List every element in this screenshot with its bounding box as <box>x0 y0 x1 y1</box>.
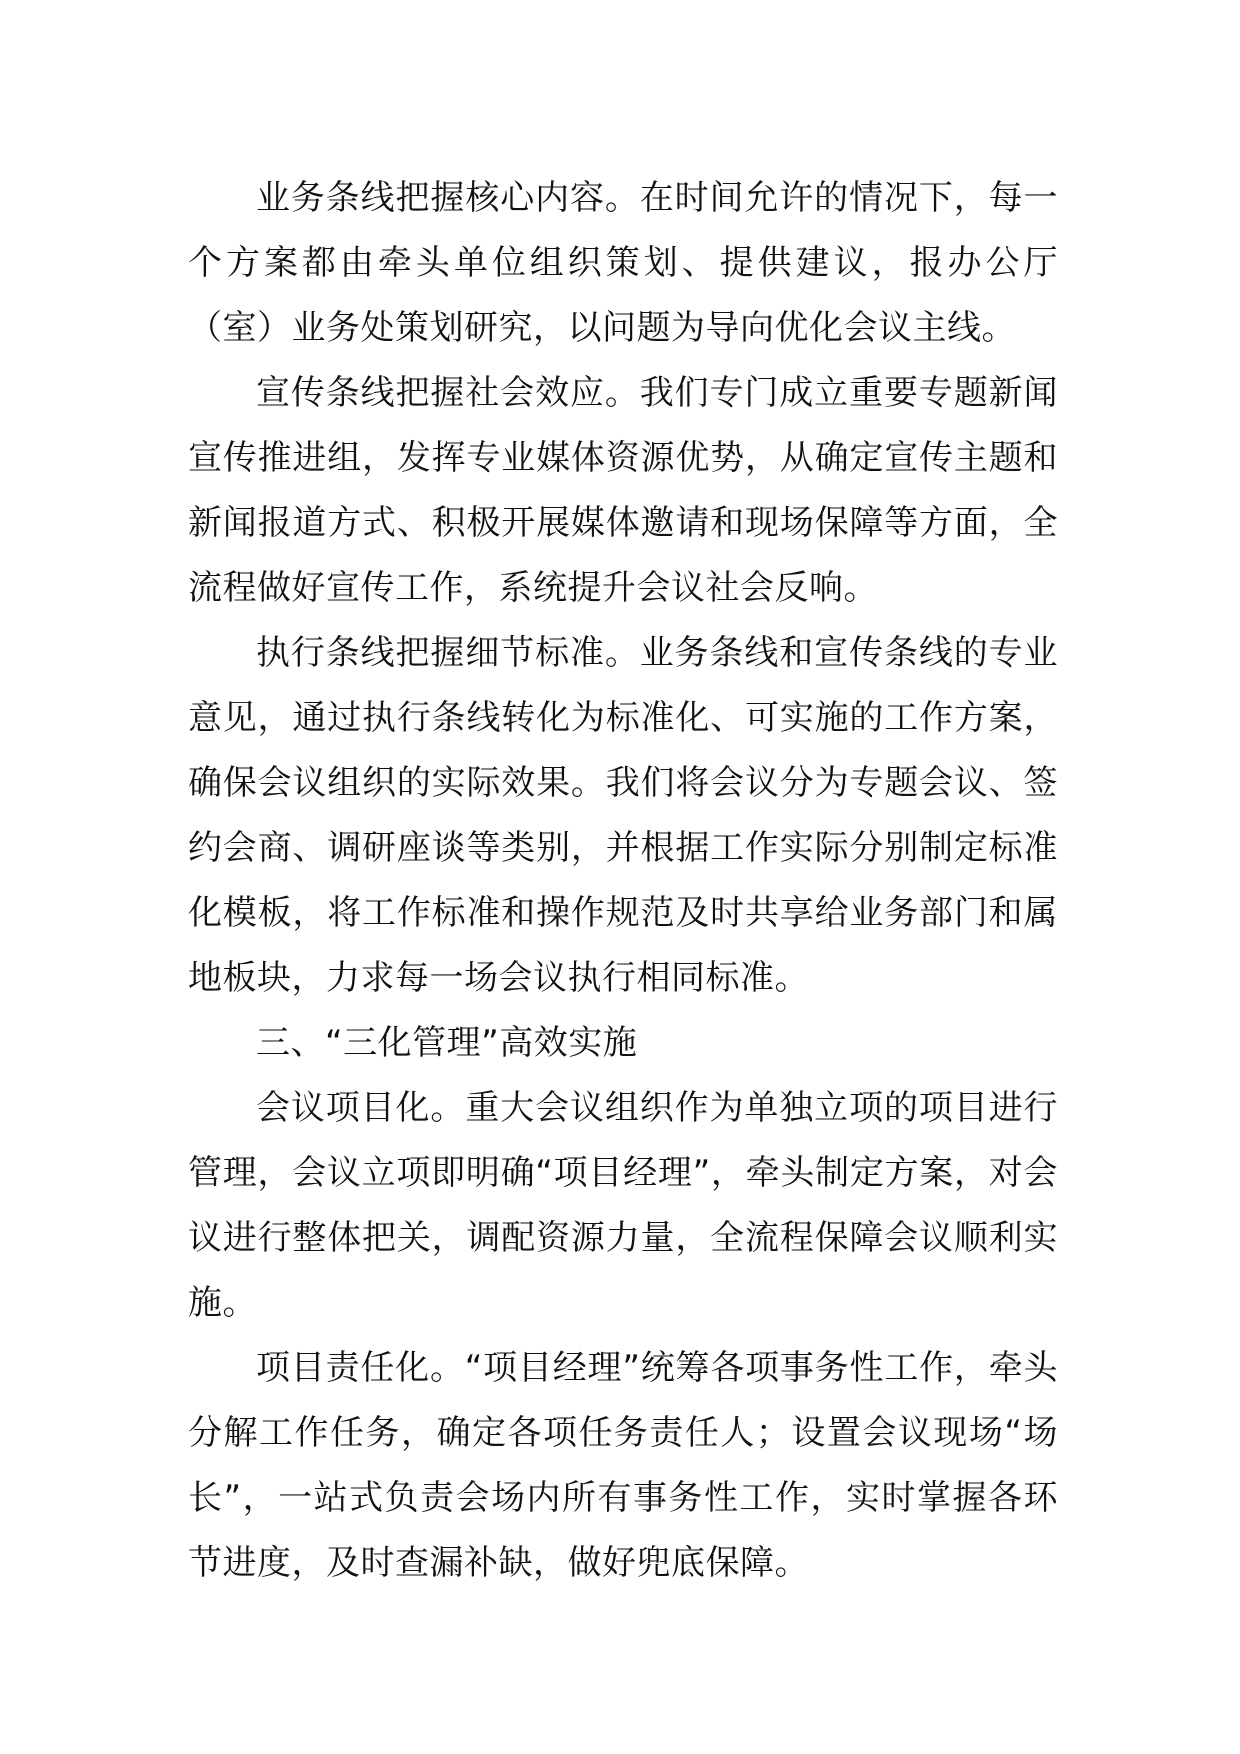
document-page <box>188 166 1058 1596</box>
paragraph-project-based: 会议项目化。重大会议组织作为单独立项的项目进行管理，会议立项即明确“项目经理”，牵头制定方案，对会议进行整体把关，调配资源力量，全流程保障会议顺利实施。 <box>188 1088 1058 1323</box>
section-heading-three: 三、“三化管理”高效实施 <box>256 1023 638 1063</box>
paragraph-business-line: 业务条线把握核心内容。在时间允许的情况下，每一个方案都由牵头单位组织策划、提供建议，报办公厅（室）业务处策划研究，以问题为导向优化会议主线。 <box>188 178 1058 348</box>
paragraph-execution-line: 执行条线把握细节标准。业务条线和宣传条线的专业意见，通过执行条线转化为标准化、可实施的工作方案，确保会议组织的实际效果。我们将会议分为专题会议、签约会商、调研座谈等类别，并根据工作实际分别制定标准化模板，将工作标准和操作规范及时共享给业务部门和属地板块，力求每一场会议执行相同标准。 <box>188 633 1058 998</box>
paragraph-publicity-line: 宣传条线把握社会效应。我们专门成立重要专题新闻宣传推进组，发挥专业媒体资源优势，从确定宣传主题和新闻报道方式、积极开展媒体邀请和现场保障等方面，全流程做好宣传工作，系统提升会议社会反响。 <box>188 373 1058 608</box>
paragraph-responsibility: 项目责任化。“项目经理”统筹各项事务性工作，牵头分解工作任务，确定各项任务责任人；设置会议现场“场长”，一站式负责会场内所有事务性工作，实时掌握各环节进度，及时查漏补缺，做好兜底保障。 <box>188 1348 1058 1583</box>
